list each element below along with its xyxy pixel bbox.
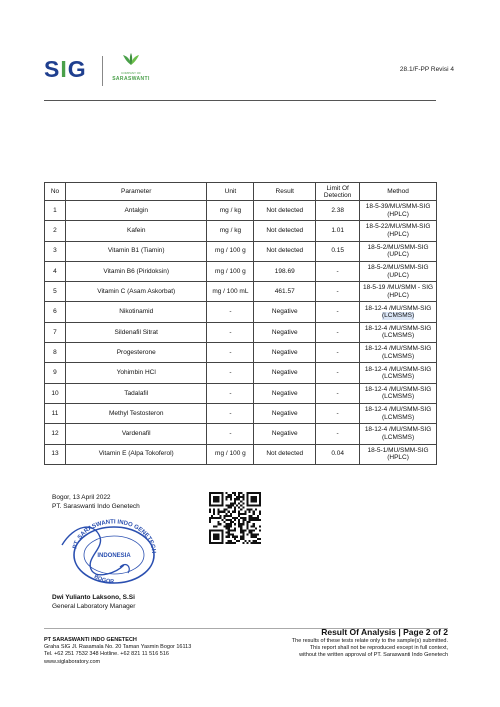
cell-limit-of-detection: - [316, 403, 360, 423]
cell-method [360, 424, 437, 444]
method-code: 18-5-2/MU/SMM-SIG [367, 264, 429, 272]
method-code: 18-12-4 /MU/SMM-SIG [364, 304, 432, 312]
footer-website: www.siglaboratory.com [44, 658, 101, 665]
method-technique: (HPLC) [387, 454, 409, 462]
header-unit: Unit [207, 183, 254, 201]
cell-result: 461.57 [254, 282, 316, 302]
partner-tagline: COMPANY OF [121, 71, 141, 75]
cell-method [360, 282, 437, 302]
cell-result: Not detected [254, 201, 316, 221]
cell-parameter: Vitamin E (Alpa Tokoferol) [65, 444, 207, 464]
method-code: 18-12-4 /MU/SMM-SIG [364, 324, 432, 332]
cell-result: Negative [254, 302, 316, 322]
cell-unit: - [207, 322, 254, 342]
cell-limit-of-detection: - [316, 261, 360, 281]
issuing-company: PT. Saraswanti Indo Genetech [52, 503, 140, 510]
method-code: 18-5-39/MU/SMM-SIG [365, 203, 431, 211]
place-date: Bogor, 13 April 2022 [52, 494, 111, 501]
cell-no: 7 [45, 322, 66, 342]
cell-unit: - [207, 403, 254, 423]
cell-unit: mg / 100 g [207, 261, 254, 281]
footer-address: Graha SIG Jl. Rasamala No. 20 Taman Yasmin Bogor 16113 [44, 644, 192, 651]
table-row [45, 363, 437, 383]
cell-result: Not detected [254, 241, 316, 261]
cell-unit: - [207, 424, 254, 444]
cell-result: Negative [254, 424, 316, 444]
cell-method [360, 363, 437, 383]
cell-unit: mg / kg [207, 221, 254, 241]
cell-limit-of-detection: - [316, 282, 360, 302]
stamp-mid-text: INDONESIA [97, 553, 131, 559]
table-row [45, 241, 437, 261]
method-technique: (LCMSMS) [381, 433, 415, 441]
cell-no: 3 [45, 241, 66, 261]
cell-method [360, 221, 437, 241]
table-row [45, 343, 437, 363]
cell-result: Negative [254, 322, 316, 342]
report-page-title: Result Of Analysis | Page 2 of 2 [321, 627, 448, 637]
table-row [45, 201, 437, 221]
cell-unit: - [207, 343, 254, 363]
partner-name: SARASWANTI [112, 76, 150, 82]
sig-logo: SIG [44, 56, 87, 82]
cell-result: 198.69 [254, 261, 316, 281]
method-technique: (UPLC) [387, 271, 409, 279]
signer-title: General Laboratory Manager [52, 603, 136, 610]
cell-parameter: Vitamin C (Asam Askorbat) [65, 282, 207, 302]
cell-parameter: Vardenafil [65, 424, 207, 444]
cell-no: 6 [45, 302, 66, 322]
method-code: 18-5-2/MU/SMM-SIG [367, 243, 429, 251]
cell-parameter: Yohimbin HCl [65, 363, 207, 383]
cell-limit-of-detection: - [316, 363, 360, 383]
disclaimer-line-1: The results of these tests relate only to the sample(s) submitted. [291, 638, 448, 644]
method-technique: (UPLC) [387, 251, 409, 259]
method-code: 18-12-4 /MU/SMM-SIG [364, 365, 432, 373]
cell-result: Negative [254, 383, 316, 403]
cell-limit-of-detection: 2.38 [316, 201, 360, 221]
leaf-icon [120, 52, 142, 66]
cell-method [360, 201, 437, 221]
footer-contact: Tel. +62 251 7532 348 Hotline. +62 821 11 516 516 [44, 651, 169, 658]
header-result: Result [254, 183, 316, 201]
cell-method [360, 261, 437, 281]
cell-method [360, 322, 437, 342]
cell-method [360, 302, 437, 322]
signer-name: Dwi Yulianto Laksono, S.Si [52, 594, 135, 601]
cell-parameter: Tadalafil [65, 383, 207, 403]
page-header [44, 52, 454, 92]
method-code: 18-12-4 /MU/SMM-SIG [364, 426, 432, 434]
method-code: 18-5-1/MU/SMM-SIG [367, 446, 429, 454]
method-technique: (LCMSMS) [381, 332, 415, 340]
table-row [45, 383, 437, 403]
cell-parameter: Nikotinamid [65, 302, 207, 322]
qr-code [209, 492, 261, 544]
cell-method [360, 383, 437, 403]
table-row [45, 282, 437, 302]
cell-result: Negative [254, 363, 316, 383]
method-technique: (HPLC) [387, 291, 409, 299]
cell-no: 1 [45, 201, 66, 221]
method-code: 18-5-19 /MU/SMM - SIG [363, 284, 434, 292]
method-code: 18-12-4 /MU/SMM-SIG [364, 385, 432, 393]
cell-unit: mg / 100 g [207, 241, 254, 261]
stamp-top-text: PT. SARASWANTI INDO GENETECH [72, 519, 157, 554]
cell-limit-of-detection: - [316, 302, 360, 322]
cell-parameter: Vitamin B1 (Tiamin) [65, 241, 207, 261]
cell-no: 2 [45, 221, 66, 241]
cell-limit-of-detection: 1.01 [316, 221, 360, 241]
cell-no: 12 [45, 424, 66, 444]
results-table [44, 182, 437, 465]
footer-company: PT SARASWANTI INDO GENETECH [44, 637, 137, 643]
logo-divider [102, 56, 103, 86]
cell-limit-of-detection: - [316, 343, 360, 363]
method-technique: (HPLC) [387, 210, 409, 218]
svg-text:BOGOR [93, 574, 114, 585]
cell-method [360, 403, 437, 423]
method-technique: (LCMSMS) [381, 413, 415, 421]
cell-no: 4 [45, 261, 66, 281]
table-row [45, 221, 437, 241]
cell-unit: - [207, 302, 254, 322]
header-parameter: Parameter [65, 183, 207, 201]
method-code: 18-12-4 /MU/SMM-SIG [364, 406, 432, 414]
cell-method [360, 444, 437, 464]
cell-result: Not detected [254, 221, 316, 241]
document-reference: 28.1/F-PP Revisi 4 [399, 66, 454, 73]
cell-parameter: Progesterone [65, 343, 207, 363]
cell-limit-of-detection: 0.04 [316, 444, 360, 464]
cell-parameter: Methyl Testosteron [65, 403, 207, 423]
cell-no: 11 [45, 403, 66, 423]
footer-company-info [44, 637, 191, 666]
signature-block [52, 493, 140, 511]
cell-limit-of-detection: - [316, 383, 360, 403]
cell-no: 5 [45, 282, 66, 302]
cell-limit-of-detection: - [316, 424, 360, 444]
disclaimer-line-2: This report shall not be reproduced except in full context, [309, 645, 448, 652]
table-row [45, 261, 437, 281]
cell-parameter: Sildenafil Sitrat [65, 322, 207, 342]
cell-unit: mg / 100 mL [207, 282, 254, 302]
signature-stroke [62, 527, 124, 575]
cell-parameter: Kafein [65, 221, 207, 241]
cell-unit: - [207, 363, 254, 383]
method-technique: (LCMSMS) [381, 312, 415, 320]
cell-result: Not detected [254, 444, 316, 464]
cell-no: 10 [45, 383, 66, 403]
table-row [45, 424, 437, 444]
table-row [45, 444, 437, 464]
cell-result: Negative [254, 343, 316, 363]
signer-block [52, 593, 135, 611]
saraswanti-logo [110, 52, 152, 82]
cell-no: 8 [45, 343, 66, 363]
cell-result: Negative [254, 403, 316, 423]
table-row [45, 302, 437, 322]
header-no: No [45, 183, 66, 201]
disclaimer-line-3: without the written approval of PT. Saraswanti Indo Genetech [299, 652, 448, 659]
header-method: Method [360, 183, 437, 201]
cell-unit: mg / kg [207, 201, 254, 221]
method-technique: (LCMSMS) [381, 393, 415, 401]
cell-no: 9 [45, 363, 66, 383]
cell-limit-of-detection: 0.15 [316, 241, 360, 261]
header-limit-of-detection: Limit Of Detection [316, 183, 360, 201]
method-code: 18-5-22/MU/SMM-SIG [365, 223, 431, 231]
cell-parameter: Antalgin [65, 201, 207, 221]
company-stamp [54, 515, 174, 585]
method-technique: (HPLC) [387, 230, 409, 238]
cell-method [360, 241, 437, 261]
stamp-bottom-text: BOGOR [92, 573, 115, 585]
cell-parameter: Vitamin B6 (Piridoksin) [65, 261, 207, 281]
cell-no: 13 [45, 444, 66, 464]
method-code: 18-12-4 /MU/SMM-SIG [364, 345, 432, 353]
cell-unit: - [207, 383, 254, 403]
table-header-row [45, 183, 437, 201]
cell-method [360, 343, 437, 363]
table-row [45, 322, 437, 342]
svg-text:PT. SARASWANTI INDO GENETECH [72, 519, 156, 553]
cell-unit: mg / 100 g [207, 444, 254, 464]
footer-report-info [292, 627, 448, 660]
table-row [45, 403, 437, 423]
header-rule [44, 100, 436, 101]
method-technique: (LCMSMS) [381, 373, 415, 381]
cell-limit-of-detection: - [316, 322, 360, 342]
logo-accent-letter: I [60, 56, 68, 82]
method-technique: (LCMSMS) [381, 352, 415, 360]
